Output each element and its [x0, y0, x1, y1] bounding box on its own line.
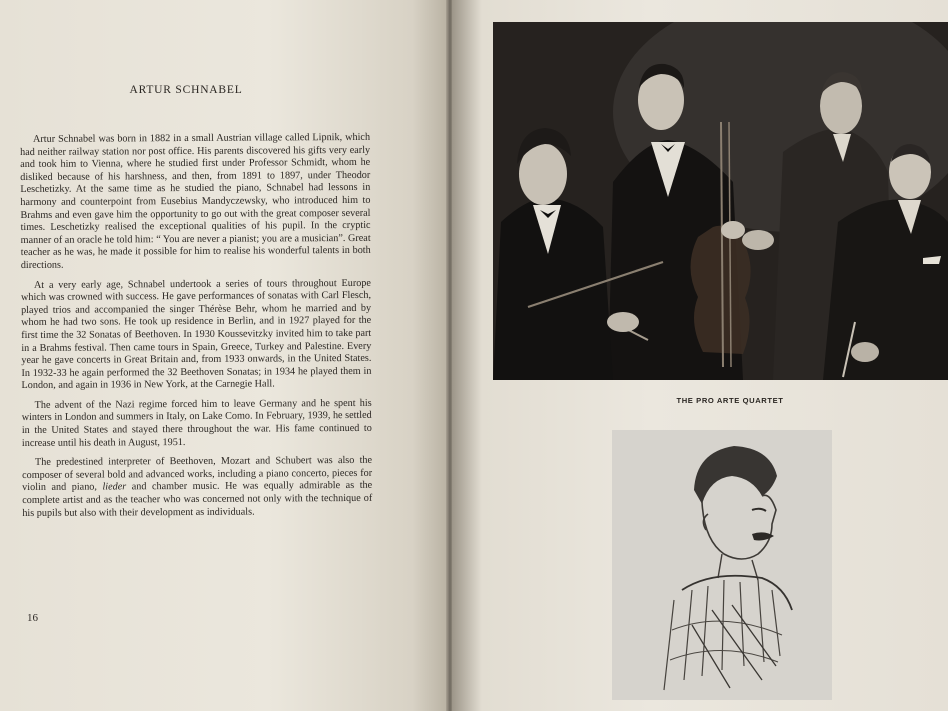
portrait-sketch-illustration	[612, 430, 832, 700]
portrait-sketch	[612, 430, 832, 700]
left-page	[0, 0, 448, 711]
article-body	[20, 132, 372, 527]
paragraph-4-text-start: The predestined interpreter of Beethoven, Mozart and Schubert was also the composer of several bold and advanced works, including a piano concerto, pieces for violin and piano,	[22, 455, 373, 494]
paragraph-4-text-end: and chamber music. He was equally admirable as the complete artist and as the teacher who was concerned not only with the technique of his pupils but also with their development as individuals.	[22, 480, 373, 519]
quartet-photo-illustration	[493, 22, 948, 380]
paragraph-1: Artur Schnabel was born in 1882 in a small Austrian village called Lipnik, which had neither railway station nor post office. His parents discovered his gifts very early and took him to Vienna, where he studied first under Professor Schmidt, whom he disliked because of his harshness, and then, from 1891 to 1897, under Theodor Leschetizky. At the same time as he studied the piano, Schnabel had lessons in harmony and counterpoint from Eusebius Mandyczewsky, who introduced him to Brahms and even gave him the opportunity to go out with the great composer several times. Leschetizky realised the exceptional qualities of his pupil. In the cryptic manner of an oracle he told him: “ You are never a pianist; you are a musician”. Great teacher as he was, he made it possible for him to realise his wonderful talents in both directions.	[20, 131, 371, 271]
paragraph-3: The advent of the Nazi regime forced him to leave Germany and he spent his winters in London and summers in Italy, on Lake Como. In February, 1939, he settled in the United States and stayed there throughout the war. His fame continued to increase until his death in August, 1951.	[21, 397, 372, 449]
photo-caption: THE PRO ARTE QUARTET	[676, 396, 784, 405]
paragraph-4	[22, 455, 372, 520]
paragraph-4-italic-word: lieder	[102, 481, 127, 493]
quartet-photograph	[493, 22, 948, 380]
page-number: 16	[27, 612, 38, 624]
page-title: ARTUR SCHNABEL	[129, 84, 243, 96]
paragraph-2: At a very early age, Schnabel undertook a series of tours throughout Europe which was crowned with success. He gave performances of sonatas with Carl Flesch, played trios and accompanied the singer Thérèse Behr, whom he married and by whom he had two sons. He took up residence in Berlin, and in 1927 played for the first time the 32 Sonatas of Beethoven. In 1930 Koussevitzky invited him to take part in a Brahms festival. Then came tours in Spain, Greece, Turkey and Palestine. Every year he gave concerts in Great Britain and, from 1933 onwards, in the United States. In 1932-33 he again performed the 32 Beethoven Sonatas; in 1934 he played them in London, and again in 1936 in New York, at the Carnegie Hall.	[20, 277, 372, 392]
